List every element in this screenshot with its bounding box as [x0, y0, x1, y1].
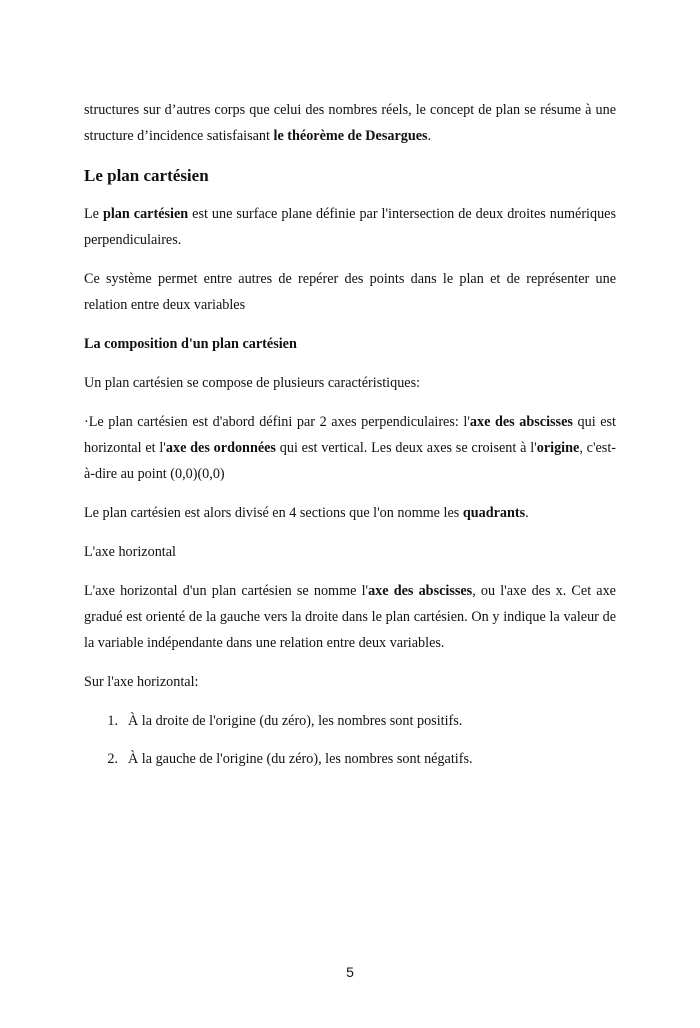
horizontal-bold: axe des abscisses	[368, 583, 473, 599]
intro-text-end: .	[427, 128, 432, 144]
quadrants-text: Le plan cartésien est alors divisé en 4 sections que l'on nomme les	[84, 505, 463, 521]
horizontal-title: L'axe horizontal	[84, 544, 176, 560]
composition-title: La composition d'un plan cartésien	[84, 336, 297, 352]
section-title: Le plan cartésien	[84, 166, 209, 185]
horizontal-list-intro: Sur l'axe horizontal:	[84, 674, 199, 690]
definition-paragraph	[84, 201, 616, 253]
origin-bold: origine	[536, 440, 580, 456]
list-item-number: 1.	[107, 713, 118, 729]
intro-text: structures sur d’autres corps que celui des nombres réels, le concept de plan se résume à une structure d’incidence satisfaisant	[84, 102, 616, 144]
composition-intro: Un plan cartésien se compose de plusieurs caractéristiques:	[84, 375, 421, 391]
system-paragraph: Ce système permet entre autres de repérer des points dans le plan et de représenter une relation entre deux variables	[84, 271, 616, 313]
axes-text-4: , c'est-à-dire au point (0,0)(0,0)	[84, 440, 616, 482]
horizontal-text: L'axe horizontal d'un plan cartésien se nomme l'	[84, 583, 369, 599]
horizontal-paragraph	[84, 578, 616, 656]
abscissa-bold: axe des abscisses	[469, 414, 573, 430]
intro-paragraph	[84, 97, 616, 149]
definition-text: Le	[84, 206, 103, 222]
axes-paragraph	[84, 409, 616, 487]
ordinate-bold: axe des ordonnées	[165, 440, 276, 456]
document-body	[84, 97, 616, 784]
axes-text-2: qui est horizontal et l'	[84, 414, 616, 456]
axes-text-3: qui est vertical. Les deux axes se croisent à l'	[275, 440, 537, 456]
quadrants-bold: quadrants	[462, 505, 526, 521]
horizontal-text-end: , ou l'axe des x. Cet axe gradué est orienté de la gauche vers la droite dans le plan cartésien. On y indique la valeur de la variable indépendante dans une relation entre deux variables.	[84, 583, 616, 651]
intro-bold: le théorème de Desargues	[273, 128, 428, 144]
definition-bold: plan cartésien	[102, 206, 189, 222]
list-item-text: À la droite de l'origine (du zéro), les nombres sont positifs.	[128, 713, 463, 729]
list-item-text: À la gauche de l'origine (du zéro), les nombres sont négatifs.	[128, 751, 473, 767]
list-item-number: 2.	[107, 751, 118, 767]
quadrants-text-end: .	[525, 505, 529, 521]
quadrants-paragraph	[84, 500, 616, 526]
horizontal-list	[84, 708, 616, 772]
page-number: 5	[346, 964, 354, 980]
list-item	[84, 708, 616, 734]
list-item	[84, 746, 616, 772]
axes-text: ·Le plan cartésien est d'abord défini par 2 axes perpendiculaires: l'	[84, 414, 470, 430]
definition-text-end: est une surface plane définie par l'intersection de deux droites numériques perpendiculaires.	[84, 206, 617, 248]
